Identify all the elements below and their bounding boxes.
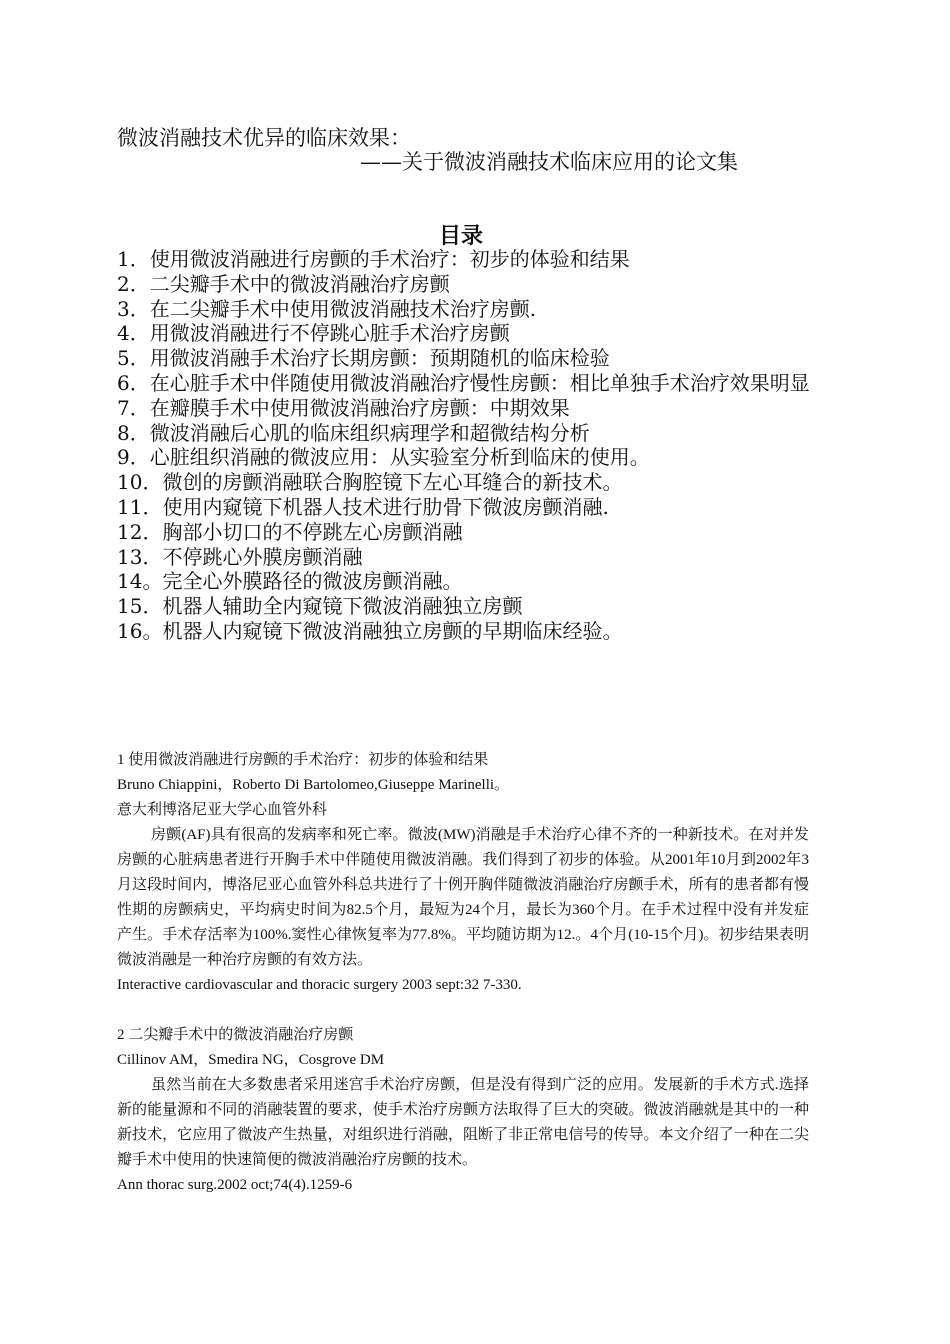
toc-item: 14。完全心外膜路径的微波房颤消融。 [117, 569, 463, 594]
toc-item: 3．在二尖瓣手术中使用微波消融技术治疗房颤. [117, 296, 537, 321]
article-section-2 [117, 1023, 809, 1198]
toc-heading: 目录 [438, 223, 483, 249]
toc-item: 11．使用内窥镜下机器人技术进行肋骨下微波房颤消融. [117, 494, 609, 519]
document-subtitle: ——关于微波消融技术临床应用的论文集 [360, 150, 738, 174]
toc-item: 12．胸部小切口的不停跳左心房颤消融 [117, 519, 463, 544]
toc-item: 8．微波消融后心肌的临床组织病理学和超微结构分析 [117, 420, 590, 445]
toc-item: 4．用微波消融进行不停跳心脏手术治疗房颤 [117, 321, 510, 346]
section-authors: Bruno Chiappini，Roberto Di Bartolomeo,Giuseppe Marinelli。 [117, 777, 510, 793]
article-sections [117, 748, 809, 1198]
toc-item: 7．在瓣膜手术中使用微波消融治疗房颤：中期效果 [117, 395, 570, 420]
toc-item: 2．二尖瓣手术中的微波消融治疗房颤 [117, 271, 450, 296]
toc-item: 6．在心脏手术中伴随使用微波消融治疗慢性房颤：相比单独手术治疗效果明显 [117, 370, 810, 395]
toc-item: 9．心脏组织消融的微波应用：从实验室分析到临床的使用。 [117, 445, 650, 470]
section-abstract: 房颤(AF)具有很高的发病率和死亡率。微波(MW)消融是手术治疗心律不齐的一种新技术。在对并发房颤的心脏病患者进行开胸手术中伴随使用微波消融。我们得到了初步的体验。从2001年10月到2002年3月这段时间内，博洛尼亚心血管外科总共进行了十例开胸伴随微波消融治疗房颤手术，所有的患者都有慢性期的房颤病史，平均病史时间为82.5个月，最短为24个月，最长为360个月。在手术过程中没有并发症产生。手术存活率为100%.窦性心律恢复率为77.8%。平均随访期为12.。4个月(10-15个月)。初步结果表明微波消融是一种治疗房颤的有效方法。 [117, 827, 809, 968]
toc-item: 13．不停跳心外膜房颤消融 [117, 544, 363, 569]
section-title: 1 使用微波消融进行房颤的手术治疗：初步的体验和结果 [117, 752, 489, 768]
toc-item: 16。机器人内窥镜下微波消融独立房颤的早期临床经验。 [117, 618, 623, 643]
section-reference: Ann thorac surg.2002 oct;74(4).1259-6 [117, 1177, 353, 1193]
document-title: 微波消融技术优异的临床效果： [117, 126, 411, 150]
toc-item: 15．机器人辅助全内窥镜下微波消融独立房颤 [117, 594, 523, 619]
toc-item: 5．用微波消融手术治疗长期房颤：预期随机的临床检验 [117, 346, 610, 371]
section-abstract: 虽然当前在大多数患者采用迷宫手术治疗房颤，但是没有得到广泛的应用。发展新的手术方式.选择新的能量源和不同的消融装置的要求，使手术治疗房颤方法取得了巨大的突破。微波消融就是其中的一种新技术，它应用了微波产生热量，对组织进行消融，阻断了非正常电信号的传导。本文介绍了一种在二尖瓣手术中使用的快速简便的微波消融治疗房颤的技术。 [117, 1077, 809, 1168]
article-section-1 [117, 748, 809, 998]
section-reference: Interactive cardiovascular and thoracic surgery 2003 sept:32 7-330. [117, 977, 522, 993]
table-of-contents [117, 247, 817, 644]
section-institution: 意大利博洛尼亚大学心血管外科 [117, 802, 328, 818]
section-authors: Cillinov AM，Smedira NG，Cosgrove DM [117, 1052, 385, 1068]
section-title: 2 二尖瓣手术中的微波消融治疗房颤 [117, 1027, 354, 1043]
toc-item: 10．微创的房颤消融联合胸腔镜下左心耳缝合的新技术。 [117, 470, 623, 495]
toc-item: 1．使用微波消融进行房颤的手术治疗：初步的体验和结果 [117, 247, 630, 271]
